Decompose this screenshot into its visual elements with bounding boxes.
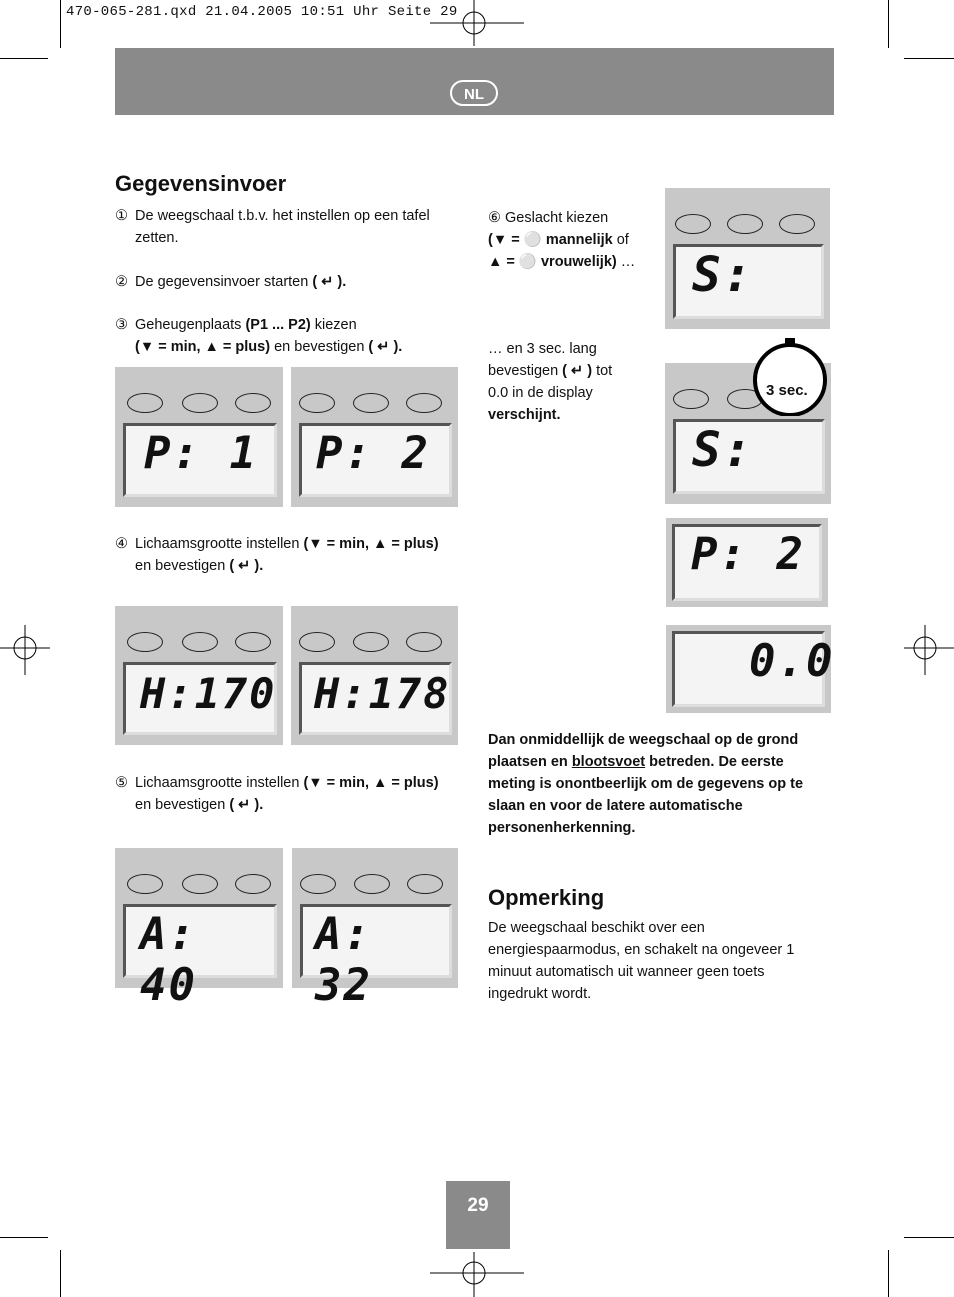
lcd-readout: P: 2 (691, 529, 805, 580)
step-bold: (P1 ... P2) (245, 317, 311, 333)
lcd-readout: A: 32 (315, 909, 372, 1011)
step-text: en bevestigen (135, 797, 226, 813)
step-text: of (616, 232, 629, 248)
page-number: 29 (446, 1181, 510, 1249)
lcd-readout: 0.0 (749, 636, 835, 687)
note-text: De weegschaal beschikt over een energiespaarmodus, en schakelt na ongeveer 1 minuut automatisch uit wanneer geen toets ingedrukt wordt. (488, 920, 795, 1002)
scale-display-panel (115, 848, 283, 1011)
crop-mark (0, 1237, 48, 1238)
female-icon: ⚪ (518, 254, 537, 270)
step-bold: verschijnt. (488, 407, 561, 423)
lcd-readout: H:178 (314, 669, 451, 718)
step-bold: vrouwelijk) (540, 254, 617, 270)
lcd-readout: S: (692, 422, 754, 478)
enter-key-ref: ( ↵ ). (312, 274, 347, 290)
crop-mark (904, 1237, 954, 1238)
step-number: ① (115, 208, 128, 224)
step-text: … en 3 sec. lang (488, 341, 597, 357)
step-text: en bevestigen (274, 339, 365, 355)
confirm-instruction (488, 338, 648, 426)
weigh-instruction (488, 729, 818, 839)
step-text: 0.0 in de display (488, 385, 593, 401)
scale-display-panel (291, 606, 458, 745)
scale-display-panel (292, 848, 458, 1011)
step-2 (115, 271, 460, 293)
enter-key-ref: ( ↵ ). (229, 797, 264, 813)
step-text: Lichaamsgrootte instellen (135, 536, 300, 552)
enter-key-ref: ( ↵ ). (368, 339, 403, 355)
step-bold: (▼ = (488, 232, 520, 248)
crop-mark (888, 1250, 889, 1297)
lcd-readout: P: 1 (144, 428, 258, 479)
crop-mark (888, 0, 889, 48)
step-3 (115, 314, 460, 358)
step-6 (488, 207, 658, 273)
step-4 (115, 533, 460, 577)
step-text: tot (596, 363, 613, 379)
scale-display-panel (115, 606, 283, 745)
step-text: De gegevensinvoer starten (135, 274, 309, 290)
registration-mark (904, 625, 954, 675)
registration-mark (0, 625, 50, 675)
step-text: … (620, 254, 636, 270)
note-heading: Opmerking (488, 885, 605, 910)
step-number: ⑥ (488, 210, 501, 226)
registration-mark (430, 1252, 524, 1297)
step-bold: mannelijk (545, 232, 613, 248)
crop-mark (60, 0, 61, 48)
male-icon: ⚪ (523, 232, 542, 248)
crop-mark (904, 58, 954, 59)
lcd-readout: S: (692, 247, 754, 303)
step-text: bevestigen (488, 363, 559, 379)
step-bold: ▲ = (488, 254, 515, 270)
step-text: Geheugenplaats (135, 317, 242, 333)
section-heading: Gegevensinvoer (115, 171, 287, 196)
step-1 (115, 205, 460, 249)
step-text: en bevestigen (135, 558, 226, 574)
step-bold: (▼ = min, ▲ = plus) (135, 339, 271, 355)
step-number: ③ (115, 317, 128, 333)
crop-mark (0, 58, 48, 59)
file-header: 470-065-281.qxd 21.04.2005 10:51 Uhr Seite 29 (66, 4, 458, 20)
timer-label: 3 sec. (766, 382, 808, 399)
step-number: ② (115, 274, 128, 290)
enter-key-ref: ( ↵ ) (562, 363, 593, 379)
lcd-readout: P: 2 (316, 428, 430, 479)
step-bold: betreden. De eerste meting is onontbeerlijk om de gegevens op te slaan en voor de latere automatische personenherkenning. (488, 754, 804, 836)
step-text: Geslacht kiezen (505, 210, 609, 226)
stopwatch-icon (752, 338, 830, 416)
step-bold: (▼ = min, ▲ = plus) (303, 775, 439, 791)
scale-display-panel (666, 625, 835, 713)
scale-display-panel (291, 367, 458, 507)
step-bold: (▼ = min, ▲ = plus) (303, 536, 439, 552)
scale-display-panel (665, 188, 830, 329)
step-bold: Dan onmiddellijk de weegschaal op de grond plaatsen en (488, 732, 799, 770)
step-number: ④ (115, 536, 128, 552)
step-number: ⑤ (115, 775, 128, 791)
step-text: kiezen (314, 317, 357, 333)
step-5 (115, 772, 460, 816)
language-badge: NL (450, 80, 498, 106)
enter-key-ref: ( ↵ ). (229, 558, 264, 574)
lcd-readout: A: 40 (140, 909, 197, 1011)
crop-mark (60, 1250, 61, 1297)
step-text: Lichaamsgrootte instellen (135, 775, 300, 791)
scale-display-panel (115, 367, 283, 507)
lcd-readout: H:170 (140, 669, 277, 718)
step-bold-underlined: blootsvoet (571, 754, 646, 770)
scale-display-panel (666, 518, 828, 607)
step-text: De weegschaal t.b.v. het instellen op een tafel zetten. (135, 208, 430, 246)
